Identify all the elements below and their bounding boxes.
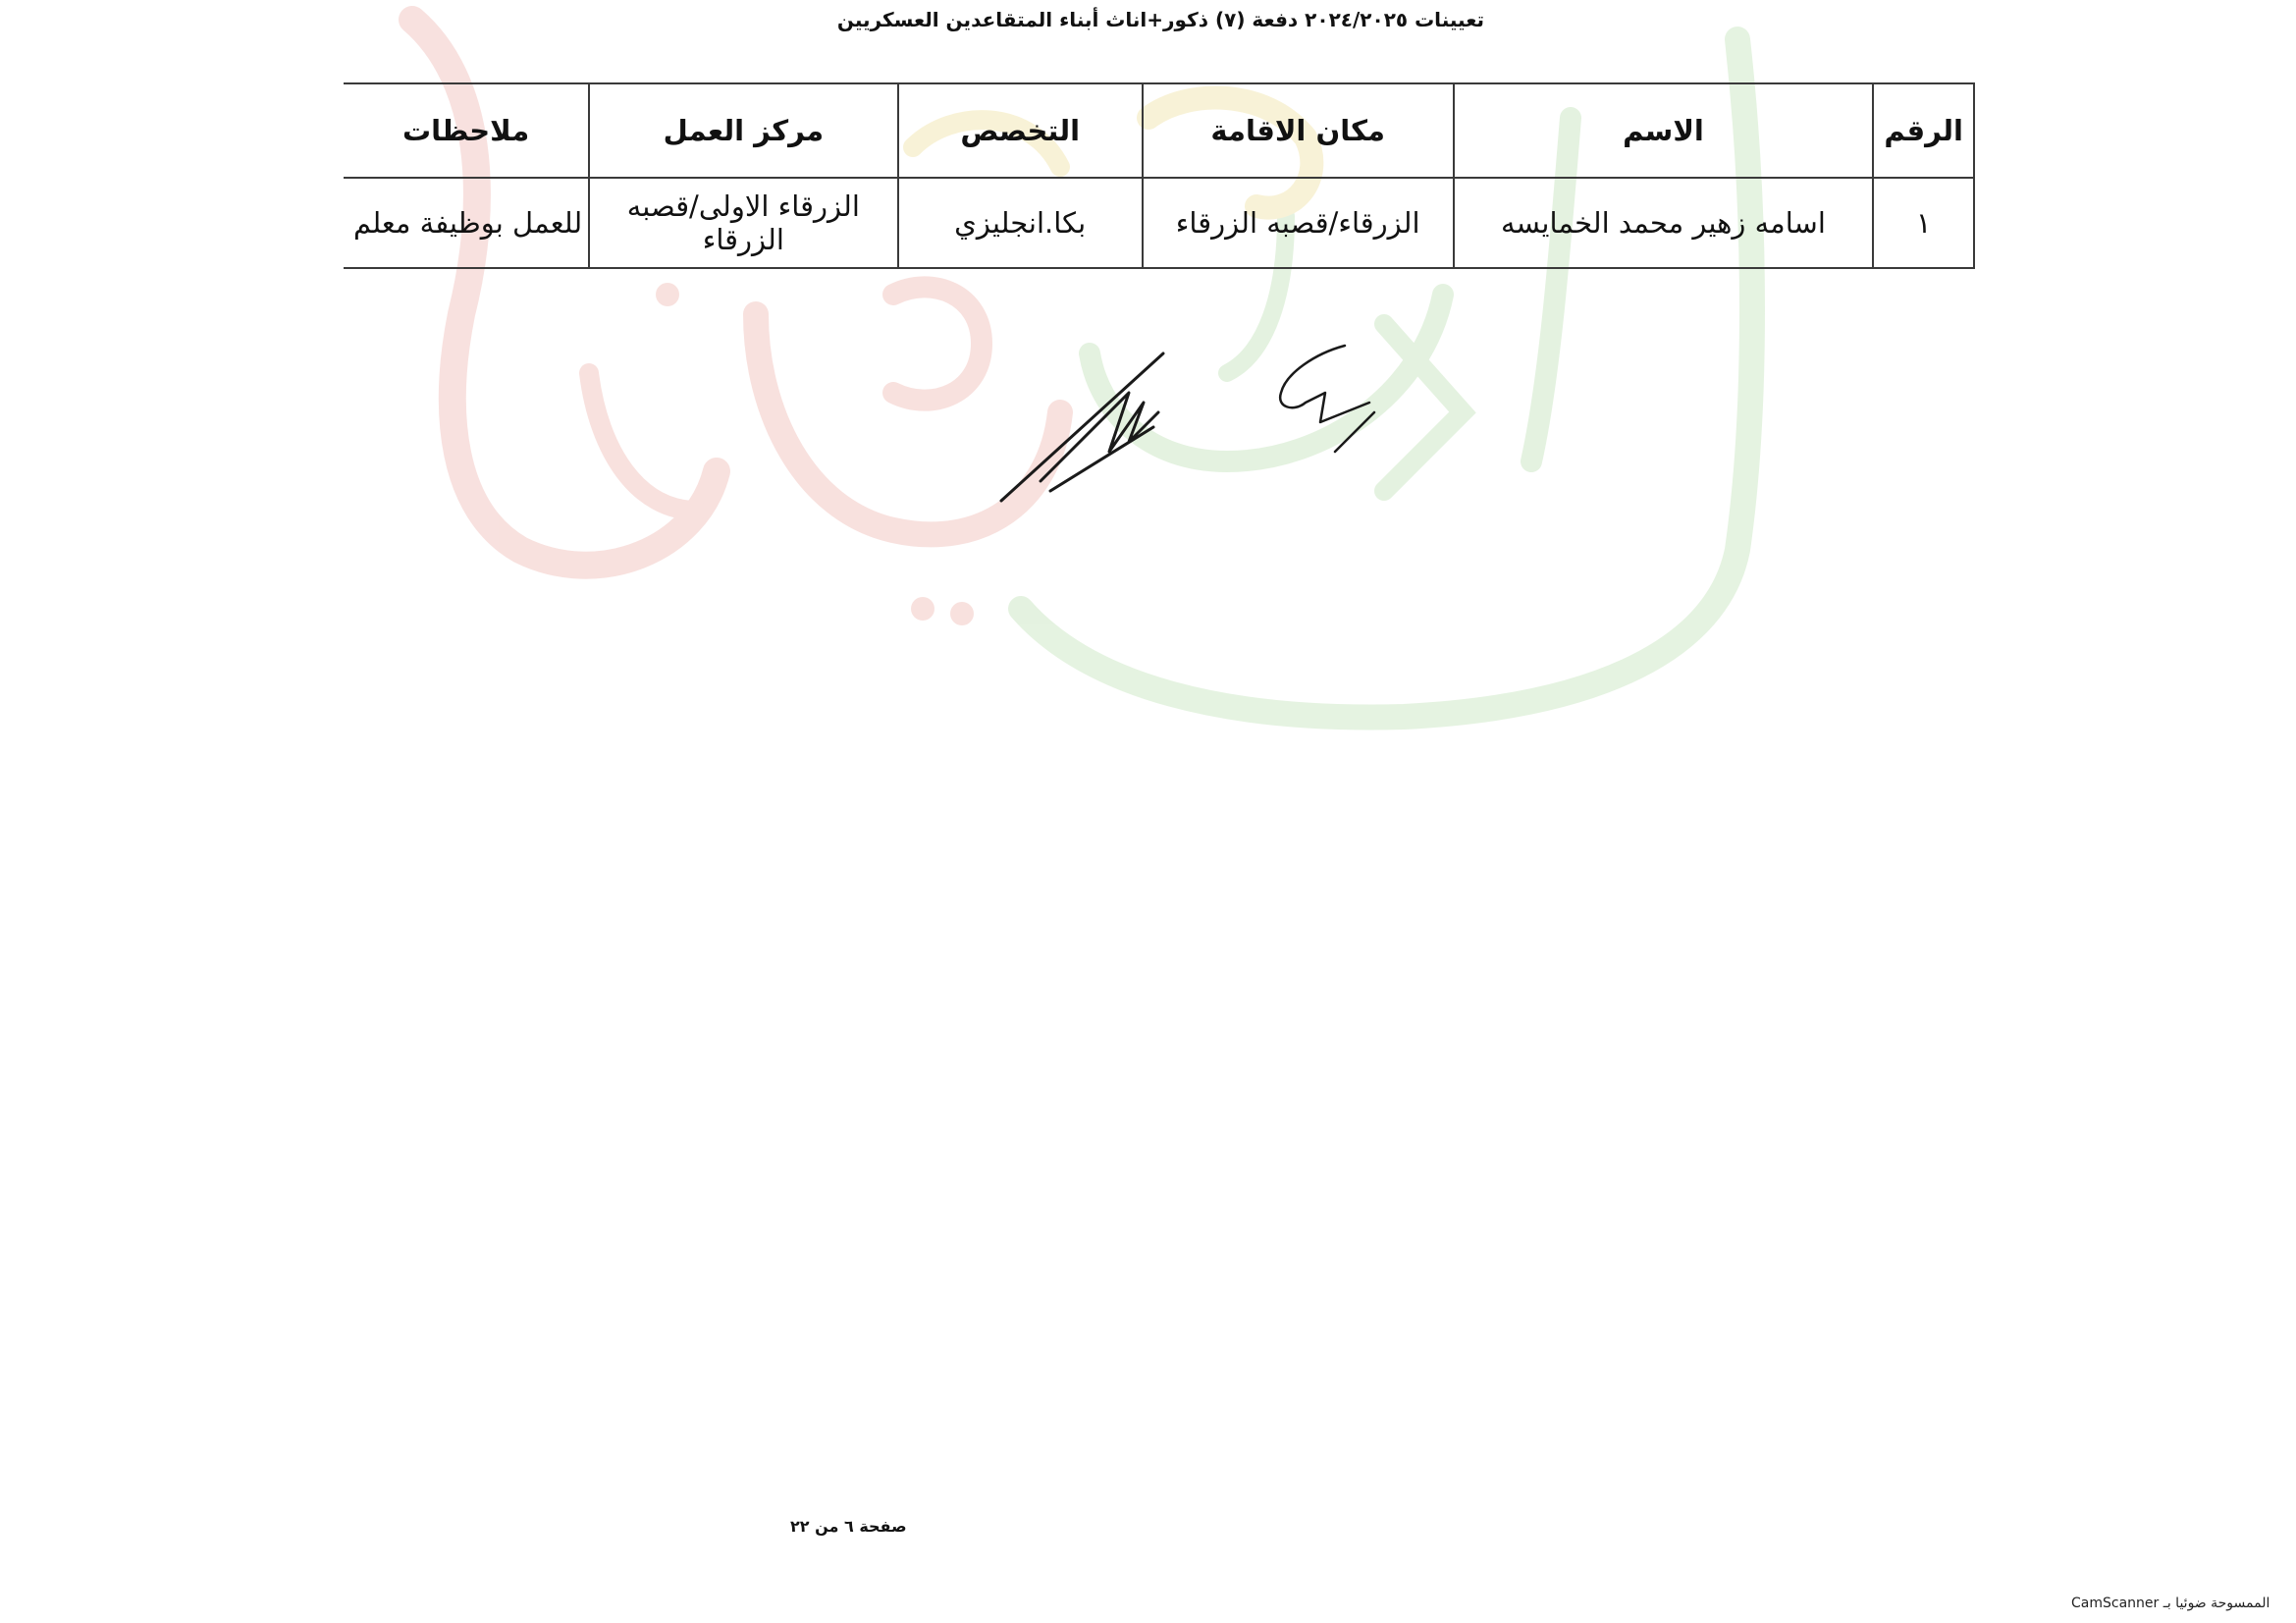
signature-left (1001, 353, 1163, 501)
cell-specialization: بكا.انجليزي (898, 178, 1143, 268)
scanned-page (344, 0, 1975, 1569)
header-number: الرقم (1873, 83, 1974, 178)
table-row (344, 178, 1974, 268)
header-work-center: مركز العمل (589, 83, 897, 178)
signature-right (1280, 346, 1374, 452)
header-residence: مكان الاقامة (1143, 83, 1454, 178)
header-name: الاسم (1454, 83, 1874, 178)
appointments-table (344, 82, 1975, 269)
cell-name: اسامه زهير محمد الخمايسه (1454, 178, 1874, 268)
table-header-row (344, 83, 1974, 178)
cell-residence: الزرقاء/قصبه الزرقاء (1143, 178, 1454, 268)
signatures (982, 334, 1433, 520)
document-title: تعيينات ٢٠٢٤/٢٠٢٥ دفعة (٧) ذكور+اناث أبناء المتقاعدين العسكريين (836, 8, 1484, 31)
header-notes: ملاحظات (344, 83, 589, 178)
cell-work-center: الزرقاء الاولى/قصبه الزرقاء (589, 178, 897, 268)
cell-number: ١ (1873, 178, 1974, 268)
header-specialization: التخصص (898, 83, 1143, 178)
page-number: صفحة ٦ من ٢٢ (790, 1517, 907, 1536)
scanner-footer: الممسوحة ضوئيا بـ CamScanner (2071, 1596, 2270, 1611)
cell-notes: للعمل بوظيفة معلم (344, 178, 589, 268)
